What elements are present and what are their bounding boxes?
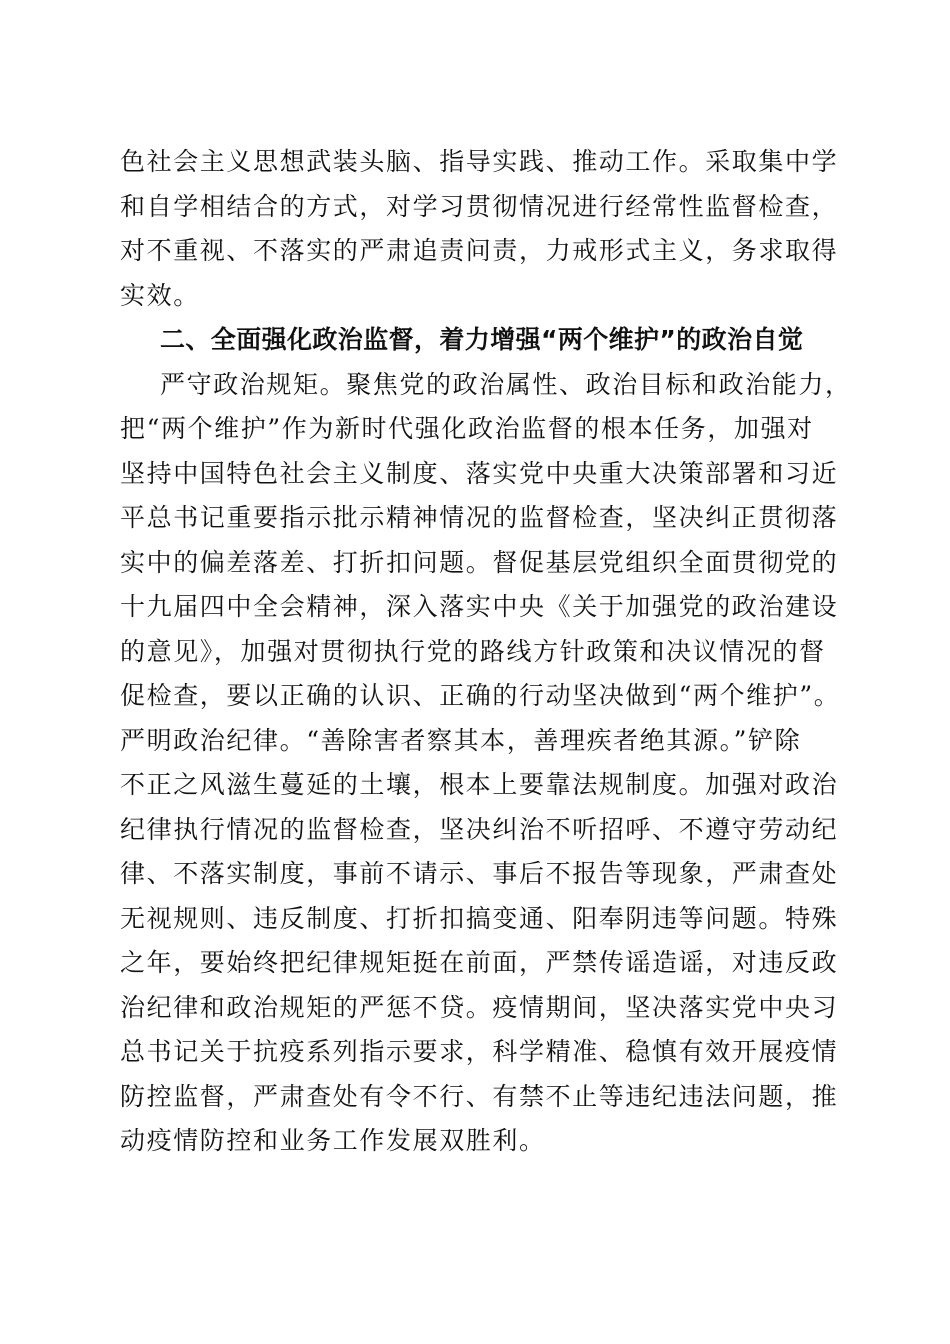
paragraph-start-line: 严守政治规矩。聚焦党的政治属性、政治目标和政治能力，: [160, 369, 852, 399]
text-line: 总书记关于抗疫系列指示要求，科学精准、稳慎有效开展疫情: [120, 1037, 839, 1066]
text-line: 实中的偏差落差、打折扣问题。督促基层党组织全面贯彻党的: [120, 547, 839, 577]
text-line: 十九届四中全会精神，深入落实中央《关于加强党的政治建设: [120, 592, 839, 621]
text-line: 律、不落实制度，事前不请示、事后不报告等现象，严肃查处: [120, 859, 839, 888]
text-line: 平总书记重要指示批示精神情况的监督检查，坚决纠正贯彻落: [120, 503, 839, 532]
document-body: [120, 140, 852, 1164]
text-line: 促检查，要以正确的认识、正确的行动坚决做到“两个维护”。: [120, 681, 841, 710]
text-line: 色社会主义思想武装头脑、指导实践、推动工作。采取集中学: [120, 147, 839, 176]
text-line: 坚持中国特色社会主义制度、落实党中央重大决策部署和习近: [120, 458, 839, 488]
text-line: 实效。: [120, 280, 200, 310]
text-line: 不正之风滋生蔓延的土壤，根本上要靠法规制度。加强对政治: [120, 770, 839, 799]
text-line: 把“两个维护”作为新时代强化政治监督的根本任务，加强对: [120, 414, 814, 443]
text-line: 的意见》，加强对贯彻执行党的路线方针政策和决议情况的督: [120, 636, 826, 666]
text-line: 纪律执行情况的监督检查，坚决纠治不听招呼、不遵守劳动纪: [120, 814, 839, 844]
text-line: 防控监督，严肃查处有令不行、有禁不止等违纪违法问题，推: [120, 1081, 839, 1111]
section-heading: 二、全面强化政治监督，着力增强“两个维护”的政治自觉: [160, 325, 804, 354]
text-line: 动疫情防控和业务工作发展双胜利。: [120, 1126, 546, 1155]
text-line: 和自学相结合的方式，对学习贯彻情况进行经常性监督检查，: [120, 191, 839, 221]
text-line: 之年，要始终把纪律规矩挺在前面，严禁传谣造谣，对违反政: [120, 948, 839, 977]
text-line: 严明政治纪律。“善除害者察其本，善理疾者绝其源。”铲除: [120, 725, 802, 755]
text-line: 无视规则、违反制度、打折扣搞变通、阳奉阴违等问题。特殊: [120, 903, 839, 933]
text-line: 治纪律和政治规矩的严惩不贷。疫情期间，坚决落实党中央习: [120, 992, 839, 1022]
text-line: 对不重视、不落实的严肃追责问责，力戒形式主义，务求取得: [120, 236, 839, 265]
